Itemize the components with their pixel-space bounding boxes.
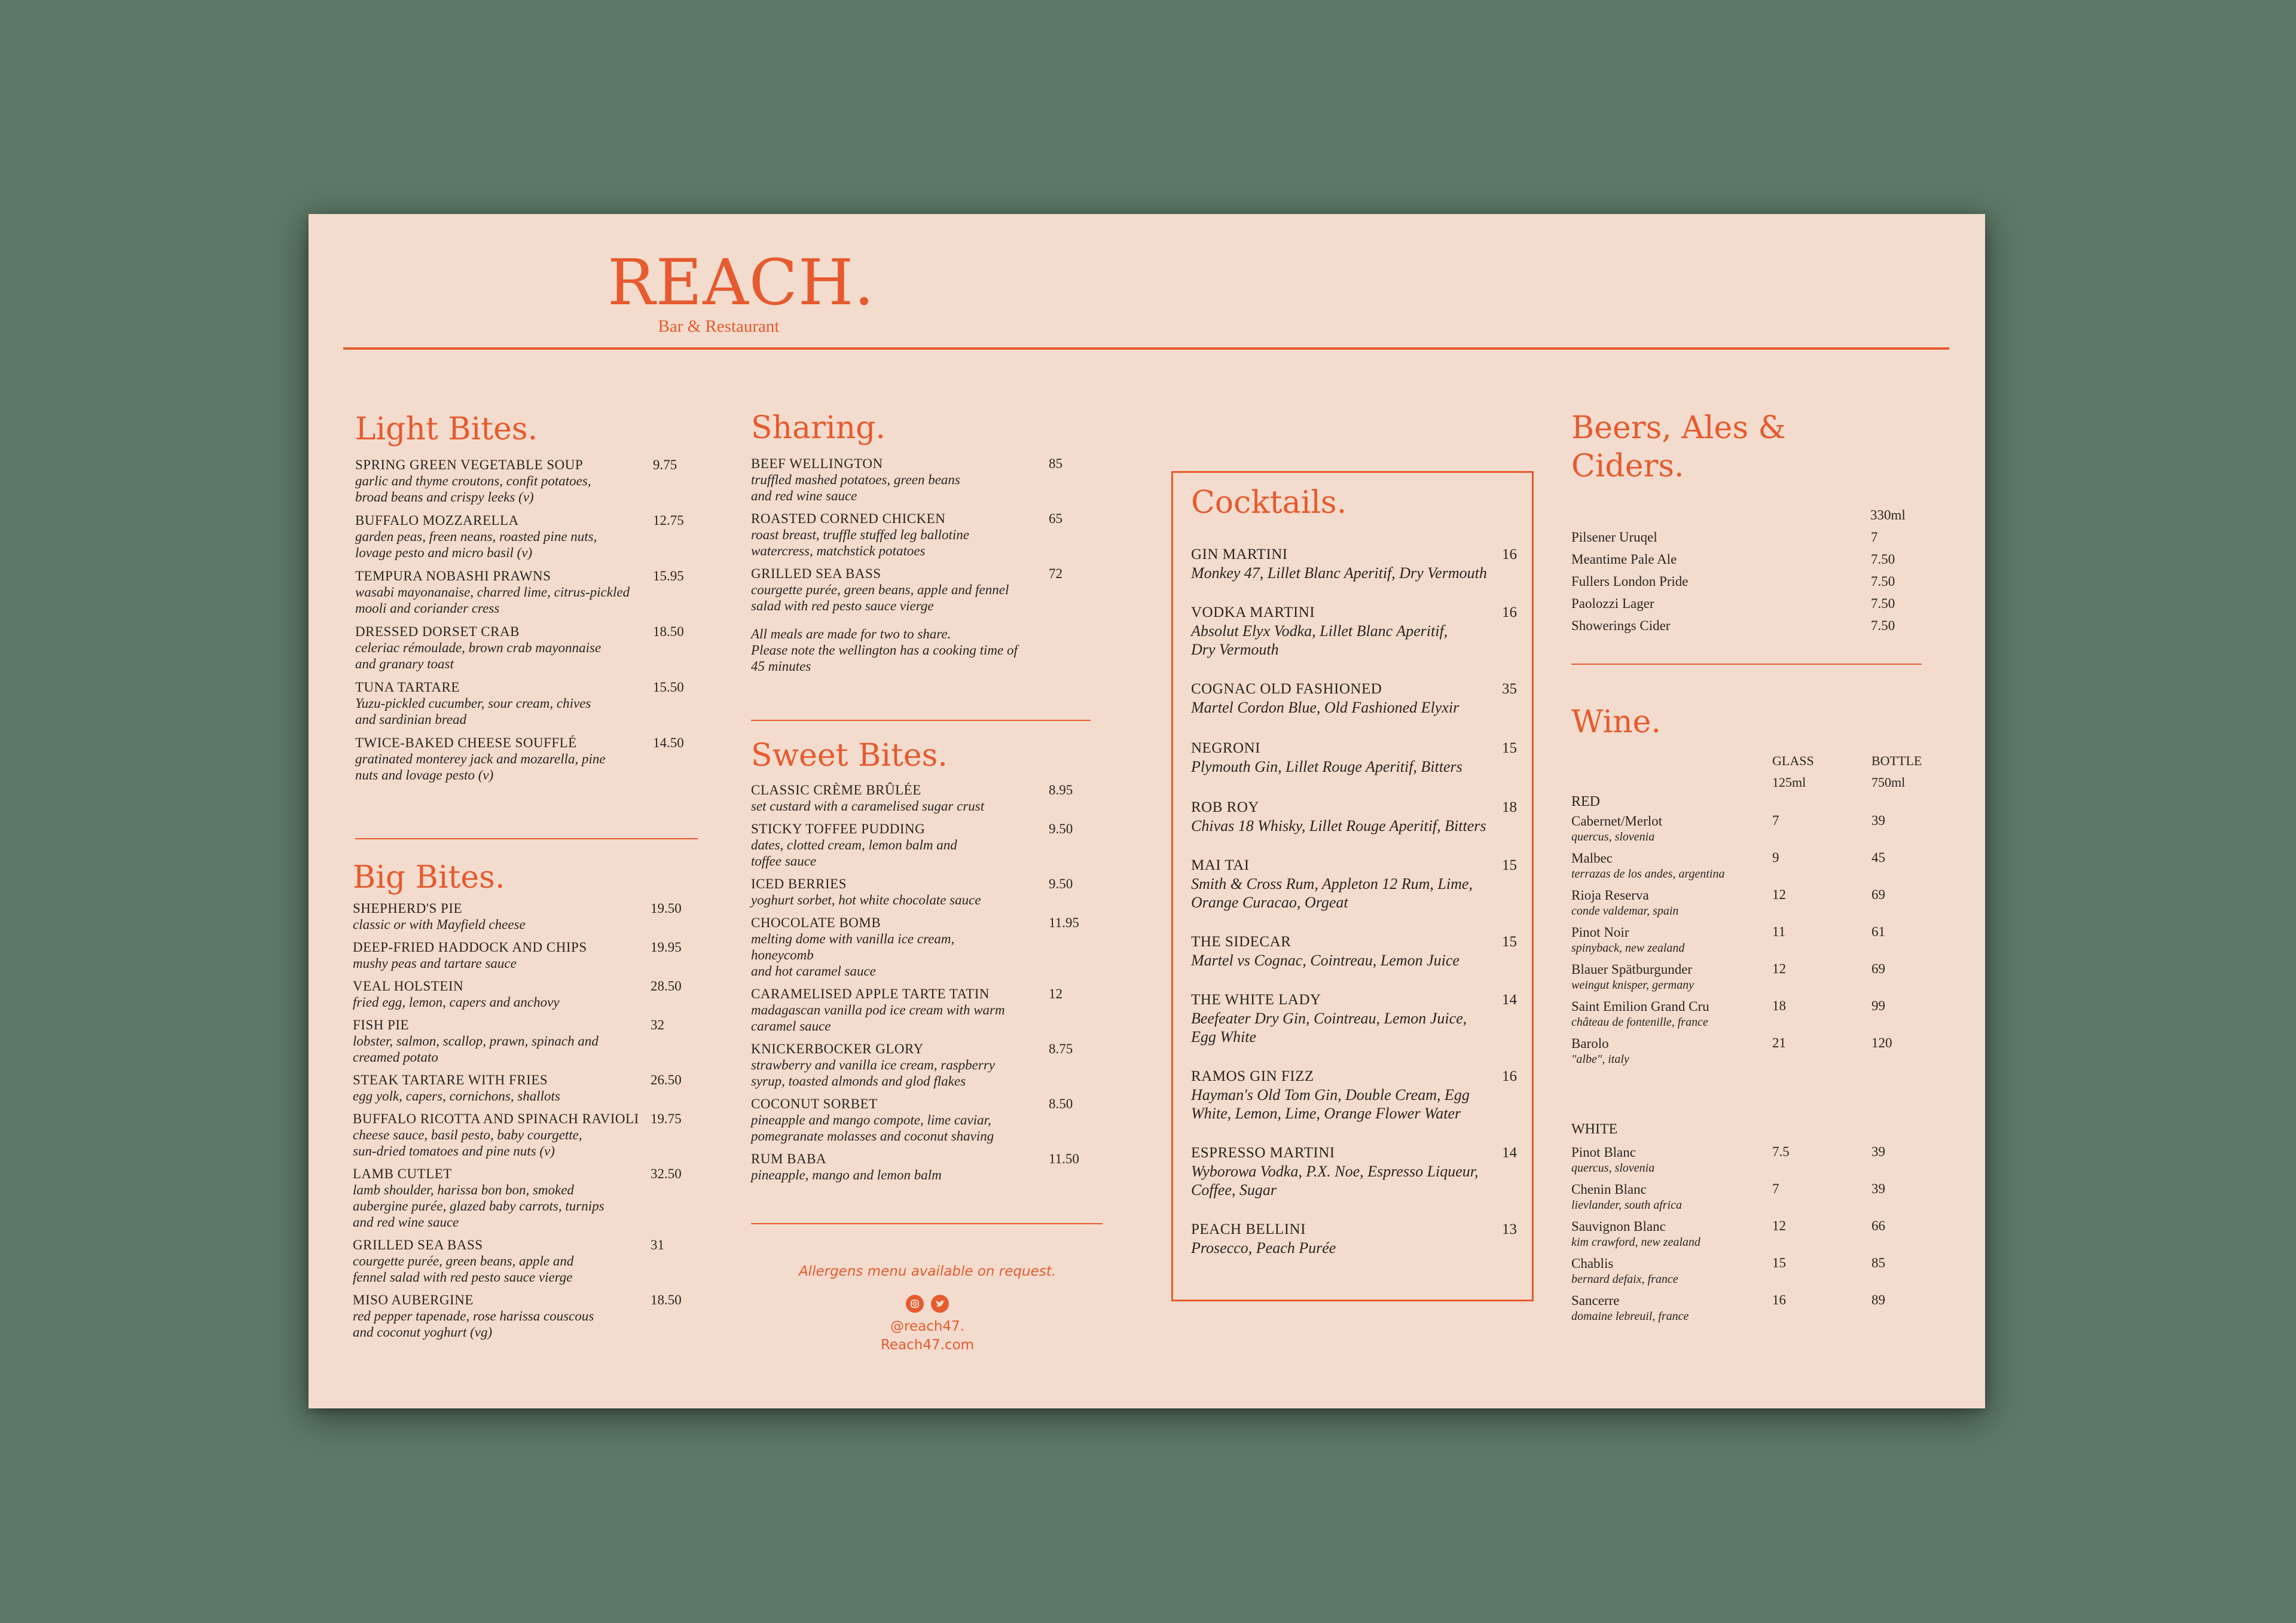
item-price: 18.50 <box>653 624 684 639</box>
sweet-bites-section <box>751 736 1083 1183</box>
item-description: dates, clotted cream, lemon balm and <box>751 838 957 852</box>
cocktail-description: White, Lemon, Lime, Orange Flower Water <box>1191 1105 1461 1122</box>
wine-item <box>1571 1292 1930 1329</box>
brand-subtitle: Bar & Restaurant <box>658 317 780 336</box>
wine-name: Sancerre <box>1571 1293 1620 1308</box>
item-description: pomegranate molasses and coconut shaving <box>751 1129 994 1144</box>
wine-bottle-price: 66 <box>1871 1218 1885 1233</box>
cocktail-price: 15 <box>1502 857 1517 873</box>
item-description: Yuzu-pickled cucumber, sour cream, chives <box>355 696 591 711</box>
beer-price: 7.50 <box>1871 596 1895 611</box>
cocktail-name: THE WHITE LADY <box>1191 992 1321 1008</box>
wine-item <box>1571 924 1930 961</box>
item-description: roast breast, truffle stuffed leg ballotine <box>751 527 970 542</box>
item-description: yoghurt sorbet, hot white chocolate sauce <box>751 893 981 907</box>
item-price: 26.50 <box>651 1072 682 1087</box>
item-name: SPRING GREEN VEGETABLE SOUP <box>355 457 584 472</box>
beers-section <box>1571 409 1942 633</box>
website-link[interactable]: Reach47.com <box>880 1337 975 1353</box>
cocktail-description: Smith & Cross Rum, Appleton 12 Rum, Lime, <box>1191 875 1473 893</box>
item-name: TWICE-BAKED CHEESE SOUFFLÉ <box>355 735 577 750</box>
cocktail-description: Prosecco, Peach Purée <box>1191 1239 1336 1257</box>
wine-name: Blauer Spätburgunder <box>1571 962 1693 977</box>
wine-name: Chablis <box>1571 1256 1614 1271</box>
cocktails-section <box>1171 471 1534 1301</box>
item-name: VEAL HOLSTEIN <box>353 979 464 994</box>
wine-name: Rioja Reserva <box>1571 888 1649 903</box>
big-bites-section <box>353 858 696 1340</box>
wine-bottle-price: 89 <box>1871 1292 1885 1307</box>
cocktail-description: Wyborowa Vodka, P.X. Noe, Espresso Liqueur, <box>1191 1163 1479 1180</box>
cocktail-description: Martel Cordon Blue, Old Fashioned Elyxir <box>1191 699 1460 716</box>
cocktail-name: VODKA MARTINI <box>1191 604 1315 621</box>
wine-name: Malbec <box>1571 851 1613 866</box>
item-price: 18.50 <box>651 1292 682 1307</box>
wine-glass-price: 16 <box>1772 1292 1786 1307</box>
allergens-note: Allergens menu available on request. <box>798 1264 1057 1279</box>
wine-item <box>1571 961 1930 998</box>
wine-bottle-price: 69 <box>1871 961 1885 976</box>
sweet-bites-list <box>751 782 1083 1183</box>
menu-item <box>751 511 1083 559</box>
wine-region: château de fontenille, france <box>1571 1016 1708 1029</box>
cocktail-item <box>1191 991 1517 1046</box>
item-name: FISH PIE <box>353 1017 410 1032</box>
wine-item <box>1571 887 1930 924</box>
sharing-section <box>751 409 1083 674</box>
item-description: garden peas, freen neans, roasted pine nuts, <box>355 529 597 544</box>
item-description: and red wine sauce <box>353 1215 459 1230</box>
item-name: BUFFALO MOZZARELLA <box>355 513 519 528</box>
wine-bottle-price: 39 <box>1871 1181 1885 1196</box>
item-price: 9.50 <box>1049 821 1073 836</box>
wine-name: Chenin Blanc <box>1571 1182 1647 1197</box>
cocktail-price: 16 <box>1502 546 1517 563</box>
beer-name: Meantime Pale Ale <box>1571 552 1677 567</box>
wine-name: Pinot Blanc <box>1571 1145 1636 1160</box>
beers-list <box>1571 530 1930 640</box>
item-description: broad beans and crispy leeks (v) <box>355 490 534 505</box>
menu-item <box>355 512 696 561</box>
wine-glass-price: 12 <box>1772 887 1786 902</box>
menu-item <box>751 1151 1083 1183</box>
wine-glass-price: 9 <box>1772 850 1779 865</box>
item-description: pineapple and mango compote, lime caviar, <box>751 1112 991 1127</box>
cocktail-item <box>1191 739 1517 776</box>
item-name: GRILLED SEA BASS <box>751 566 881 581</box>
section-divider <box>751 1223 1103 1224</box>
item-name: DEEP-FRIED HADDOCK AND CHIPS <box>353 940 587 955</box>
wine-region: conde valdemar, spain <box>1571 904 1679 918</box>
wine-bottle-price: 61 <box>1871 924 1885 939</box>
item-name: BUFFALO RICOTTA AND SPINACH RAVIOLI <box>353 1111 639 1126</box>
item-name: RUM BABA <box>751 1151 827 1166</box>
red-wine-label: RED <box>1571 794 1600 809</box>
item-description: garlic and thyme croutons, confit potatoes, <box>355 473 591 488</box>
wine-region: lievlander, south africa <box>1571 1199 1682 1212</box>
wine-bottle-price: 45 <box>1871 850 1885 865</box>
menu-item <box>353 1292 696 1340</box>
item-price: 14.50 <box>653 735 684 750</box>
item-price: 31 <box>651 1237 664 1252</box>
wine-glass-price: 21 <box>1772 1035 1786 1050</box>
cocktail-price: 35 <box>1502 681 1517 697</box>
brand-name: REACH. <box>607 246 875 319</box>
sharing-title: Sharing. <box>751 410 886 446</box>
item-description: egg yolk, capers, cornichons, shallots <box>353 1089 560 1104</box>
item-description: aubergine purée, glazed baby carrots, turnips <box>353 1199 604 1214</box>
item-price: 12 <box>1049 986 1062 1001</box>
beer-size-label: 330ml <box>1870 508 1906 522</box>
header-divider <box>343 347 1949 350</box>
beer-price: 7.50 <box>1871 618 1895 633</box>
item-price: 19.95 <box>651 940 682 955</box>
wine-glass-price: 18 <box>1772 998 1786 1013</box>
item-price: 19.75 <box>651 1111 682 1126</box>
item-description: cheese sauce, basil pesto, baby courgette, <box>353 1127 582 1142</box>
cocktail-item <box>1191 1068 1517 1123</box>
item-name: DRESSED DORSET CRAB <box>355 624 520 639</box>
glass-header: GLASS <box>1772 753 1814 768</box>
section-divider <box>751 720 1091 721</box>
item-name: CLASSIC CRÈME BRÛLÉE <box>751 783 921 797</box>
cocktail-item <box>1191 1221 1517 1257</box>
wine-glass-price: 7.5 <box>1772 1144 1790 1159</box>
item-description: pineapple, mango and lemon balm <box>751 1167 942 1182</box>
item-name: GRILLED SEA BASS <box>353 1237 483 1252</box>
item-description: toffee sauce <box>751 854 817 869</box>
menu-item <box>353 939 696 971</box>
item-description: and red wine sauce <box>751 488 857 503</box>
beers-title-line2: Ciders. <box>1571 448 1684 484</box>
beer-item <box>1571 552 1930 574</box>
item-description: and coconut yoghurt (vg) <box>353 1325 493 1340</box>
item-price: 19.50 <box>651 901 682 916</box>
cocktails-title: Cocktails. <box>1191 485 1347 521</box>
item-price: 11.95 <box>1049 915 1079 930</box>
wine-bottle-price: 85 <box>1871 1255 1885 1270</box>
wine-item <box>1571 813 1930 850</box>
wine-bottle-price: 69 <box>1871 887 1885 902</box>
beers-title-line1: Beers, Ales & <box>1571 410 1786 446</box>
cocktail-item <box>1191 857 1517 912</box>
big-bites-title: Big Bites. <box>353 860 505 895</box>
light-bites-section <box>355 410 696 783</box>
wine-glass-price: 12 <box>1772 961 1786 976</box>
wine-glass-price: 11 <box>1772 924 1786 939</box>
beer-item <box>1571 530 1930 552</box>
item-description: madagascan vanilla pod ice cream with warm <box>751 1002 1005 1017</box>
item-description: courgette purée, green beans, apple and fennel <box>751 582 1009 597</box>
item-name: COCONUT SORBET <box>751 1096 878 1111</box>
beer-name: Paolozzi Lager <box>1571 596 1654 611</box>
red-wine-list <box>1571 813 1930 1072</box>
wine-region: terrazas de los andes, argentina <box>1571 867 1725 881</box>
item-price: 15.50 <box>653 680 684 695</box>
cocktails-list <box>1191 546 1517 1257</box>
item-price: 28.50 <box>651 979 682 994</box>
beer-price: 7.50 <box>1871 574 1895 589</box>
cocktail-name: MAI TAI <box>1191 857 1250 873</box>
wine-item <box>1571 1181 1930 1218</box>
cocktail-name: PEACH BELLINI <box>1191 1221 1306 1237</box>
cocktail-name: THE SIDECAR <box>1191 934 1292 950</box>
item-price: 8.50 <box>1049 1096 1073 1111</box>
item-price: 85 <box>1049 456 1062 471</box>
item-description: courgette purée, green beans, apple and <box>353 1254 574 1269</box>
cocktail-price: 14 <box>1502 1145 1517 1161</box>
beer-price: 7.50 <box>1871 552 1895 567</box>
beer-name: Showerings Cider <box>1571 618 1671 633</box>
wine-region: "albe", italy <box>1571 1053 1629 1066</box>
menu-item <box>353 1166 696 1230</box>
item-description: syrup, toasted almonds and glod flakes <box>751 1074 966 1089</box>
cocktail-name: GIN MARTINI <box>1191 546 1288 563</box>
wine-item <box>1571 1255 1930 1292</box>
cocktail-description: Chivas 18 Whisky, Lillet Rouge Aperitif, Bitters <box>1191 817 1486 835</box>
item-description: set custard with a caramelised sugar crust <box>751 799 985 814</box>
wine-glass-price: 7 <box>1772 1181 1779 1196</box>
cocktail-item <box>1191 604 1517 659</box>
item-description: truffled mashed potatoes, green beans <box>751 472 960 487</box>
item-price: 65 <box>1049 511 1062 526</box>
item-description: and sardinian bread <box>355 712 467 727</box>
item-description: lovage pesto and micro basil (v) <box>355 545 533 560</box>
item-description: honeycomb <box>751 947 814 962</box>
menu-item <box>751 782 1083 814</box>
item-name: STEAK TARTARE WITH FRIES <box>353 1072 548 1087</box>
item-description: strawberry and vanilla ice cream, raspberry <box>751 1057 995 1072</box>
cocktail-item <box>1191 546 1517 582</box>
item-name: TUNA TARTARE <box>355 680 460 695</box>
item-description: wasabi mayonanaise, charred lime, citrus-pickled <box>355 585 630 600</box>
item-description: lobster, salmon, scallop, prawn, spinach and <box>353 1034 599 1049</box>
item-description: lamb shoulder, harissa bon bon, smoked <box>353 1182 574 1197</box>
cocktail-name: ROB ROY <box>1191 799 1259 815</box>
menu-item <box>355 679 696 728</box>
wine-bottle-price: 39 <box>1871 813 1885 828</box>
wine-glass-price: 12 <box>1772 1218 1786 1233</box>
item-name: ROASTED CORNED CHICKEN <box>751 511 946 526</box>
wine-item <box>1571 998 1930 1035</box>
item-price: 32.50 <box>651 1166 682 1181</box>
menu-card <box>309 214 1985 1408</box>
menu-item <box>355 457 696 505</box>
wine-name: Barolo <box>1571 1036 1609 1051</box>
wine-name: Sauvignon Blanc <box>1571 1219 1666 1234</box>
menu-item <box>751 456 1083 504</box>
menu-item <box>353 1072 696 1104</box>
menu-item <box>751 876 1083 908</box>
item-name: ICED BERRIES <box>751 876 847 891</box>
wine-name: Cabernet/Merlot <box>1571 814 1663 829</box>
instagram-icon[interactable] <box>906 1295 924 1313</box>
wine-item <box>1571 850 1930 887</box>
menu-item <box>751 1041 1083 1089</box>
cocktail-description: Martel vs Cognac, Cointreau, Lemon Juice <box>1191 952 1460 969</box>
item-name: BEEF WELLINGTON <box>751 456 883 471</box>
cocktail-name: ESPRESSO MARTINI <box>1191 1145 1335 1161</box>
wine-bottle-price: 99 <box>1871 998 1885 1013</box>
item-description: mooli and coriander cress <box>355 601 500 616</box>
cocktail-price: 15 <box>1502 740 1517 756</box>
item-description: nuts and lovage pesto (v) <box>355 768 494 783</box>
wine-bottle-price: 120 <box>1871 1035 1892 1050</box>
item-description: watercress, matchstick potatoes <box>751 543 926 558</box>
item-price: 9.75 <box>653 457 677 472</box>
beer-item <box>1571 574 1930 596</box>
menu-item <box>353 900 696 933</box>
item-description: salad with red pesto sauce vierge <box>751 598 934 613</box>
sharing-note: All meals are made for two to share. Please note the wellington has a cooking time of 45 minutes <box>751 626 1018 674</box>
wine-region: weingut knisper, germany <box>1571 979 1694 992</box>
cocktail-price: 13 <box>1502 1221 1517 1237</box>
cocktail-description: Dry Vermouth <box>1191 641 1279 658</box>
cocktail-price: 16 <box>1502 604 1517 621</box>
wine-glass-price: 15 <box>1772 1255 1786 1270</box>
cocktail-description: Plymouth Gin, Lillet Rouge Aperitif, Bitters <box>1191 758 1463 775</box>
cocktail-price: 15 <box>1502 934 1517 950</box>
item-description: creamed potato <box>353 1050 438 1065</box>
cocktail-price: 14 <box>1502 992 1517 1008</box>
cocktail-item <box>1191 799 1517 835</box>
beer-name: Pilsener Uruqel <box>1571 530 1657 545</box>
wine-region: quercus, slovenia <box>1571 830 1655 843</box>
wine-item <box>1571 1035 1930 1072</box>
cocktail-description: Hayman's Old Tom Gin, Double Cream, Egg <box>1191 1086 1470 1104</box>
item-name: KNICKERBOCKER GLORY <box>751 1041 924 1056</box>
menu-item <box>751 986 1083 1034</box>
cocktail-name: RAMOS GIN FIZZ <box>1191 1068 1314 1084</box>
white-wine-list <box>1571 1144 1930 1329</box>
item-price: 72 <box>1049 566 1062 581</box>
cocktail-description: Absolut Elyx Vodka, Lillet Blanc Aperitif, <box>1191 622 1448 640</box>
bottle-header: BOTTLE <box>1871 753 1922 768</box>
light-bites-list <box>355 457 696 783</box>
item-price: 32 <box>651 1017 664 1032</box>
wine-region: kim crawford, new zealand <box>1571 1236 1700 1249</box>
item-price: 8.75 <box>1049 1041 1073 1056</box>
item-description: and granary toast <box>355 656 454 671</box>
wine-region: spinyback, new zealand <box>1571 942 1685 955</box>
item-name: LAMB CUTLET <box>353 1166 452 1181</box>
wine-region: domaine lebreuil, france <box>1571 1310 1689 1323</box>
cocktail-description: Coffee, Sugar <box>1191 1181 1277 1199</box>
item-description: celeriac rémoulade, brown crab mayonnaise <box>355 640 602 655</box>
beer-item <box>1571 596 1930 618</box>
cocktail-item <box>1191 680 1517 717</box>
wine-name: Saint Emilion Grand Cru <box>1571 999 1709 1014</box>
item-description: caramel sauce <box>751 1019 831 1034</box>
beer-price: 7 <box>1871 530 1878 545</box>
item-name: STICKY TOFFEE PUDDING <box>751 821 926 836</box>
item-price: 12.75 <box>653 513 684 528</box>
beer-item <box>1571 618 1930 640</box>
wine-name: Pinot Noir <box>1571 925 1629 940</box>
cocktail-name: COGNAC OLD FASHIONED <box>1191 681 1382 697</box>
menu-item <box>355 735 696 783</box>
big-bites-list <box>353 900 696 1340</box>
cocktail-description: Orange Curacao, Orgeat <box>1191 894 1348 911</box>
item-description: sun-dried tomatoes and pine nuts (v) <box>353 1144 555 1159</box>
item-description: and hot caramel sauce <box>751 964 876 979</box>
item-name: SHEPHERD'S PIE <box>353 901 463 916</box>
cocktail-description: Egg White <box>1191 1028 1257 1046</box>
item-description: gratinated monterey jack and mozarella, pine <box>355 751 606 766</box>
wine-region: bernard defaix, france <box>1571 1273 1678 1286</box>
wine-title: Wine. <box>1571 704 1661 740</box>
cocktail-price: 18 <box>1502 799 1517 815</box>
item-description: mushy peas and tartare sauce <box>353 956 517 971</box>
menu-item <box>751 915 1083 979</box>
menu-item <box>353 1237 696 1285</box>
item-description: fried egg, lemon, capers and anchovy <box>353 995 560 1010</box>
menu-item <box>353 978 696 1010</box>
glass-size: 125ml <box>1772 775 1806 790</box>
item-description: fennel salad with red pesto sauce vierge <box>353 1270 573 1285</box>
item-name: CARAMELISED APPLE TARTE TATIN <box>751 986 990 1001</box>
white-wine-label: WHITE <box>1571 1121 1618 1137</box>
cocktail-name: NEGRONI <box>1191 740 1260 756</box>
menu-item <box>751 821 1083 869</box>
social-handle[interactable]: @reach47. <box>890 1319 964 1334</box>
contact-block <box>751 1318 1104 1355</box>
item-name: TEMPURA NOBASHI PRAWNS <box>355 568 551 583</box>
cocktail-description: Beefeater Dry Gin, Cointreau, Lemon Juice, <box>1191 1010 1467 1027</box>
sharing-list <box>751 456 1083 614</box>
wine-section <box>1571 703 1942 1323</box>
cocktail-item <box>1191 1144 1517 1199</box>
item-price: 8.95 <box>1049 783 1073 797</box>
wine-item <box>1571 1218 1930 1255</box>
menu-item <box>353 1017 696 1065</box>
twitter-icon[interactable] <box>931 1295 949 1313</box>
section-divider <box>355 838 698 839</box>
light-bites-title: Light Bites. <box>355 411 538 447</box>
item-price: 9.50 <box>1049 876 1073 891</box>
beer-name: Fullers London Pride <box>1571 574 1689 589</box>
menu-item <box>355 623 696 672</box>
menu-item <box>353 1111 696 1159</box>
item-price: 15.95 <box>653 568 684 583</box>
wine-item <box>1571 1144 1930 1181</box>
cocktail-price: 16 <box>1502 1068 1517 1084</box>
item-description: melting dome with vanilla ice cream, <box>751 931 955 946</box>
menu-item <box>355 568 696 616</box>
item-name: MISO AUBERGINE <box>353 1292 474 1307</box>
item-name: CHOCOLATE BOMB <box>751 915 881 930</box>
cocktail-item <box>1191 933 1517 970</box>
menu-item <box>751 1096 1083 1144</box>
item-description: red pepper tapenade, rose harissa couscous <box>353 1309 594 1324</box>
cocktail-description: Monkey 47, Lillet Blanc Aperitif, Dry Vermouth <box>1191 564 1487 582</box>
section-divider <box>1571 664 1922 665</box>
wine-glass-price: 7 <box>1772 813 1779 828</box>
brand-logo <box>607 246 875 337</box>
wine-region: quercus, slovenia <box>1571 1162 1655 1175</box>
item-description: classic or with Mayfield cheese <box>353 917 526 932</box>
item-price: 11.50 <box>1049 1151 1079 1166</box>
wine-bottle-price: 39 <box>1871 1144 1885 1159</box>
sweet-bites-title: Sweet Bites. <box>751 738 948 774</box>
bottle-size: 750ml <box>1871 775 1906 790</box>
social-icons <box>751 1295 1104 1313</box>
menu-item <box>751 566 1083 614</box>
